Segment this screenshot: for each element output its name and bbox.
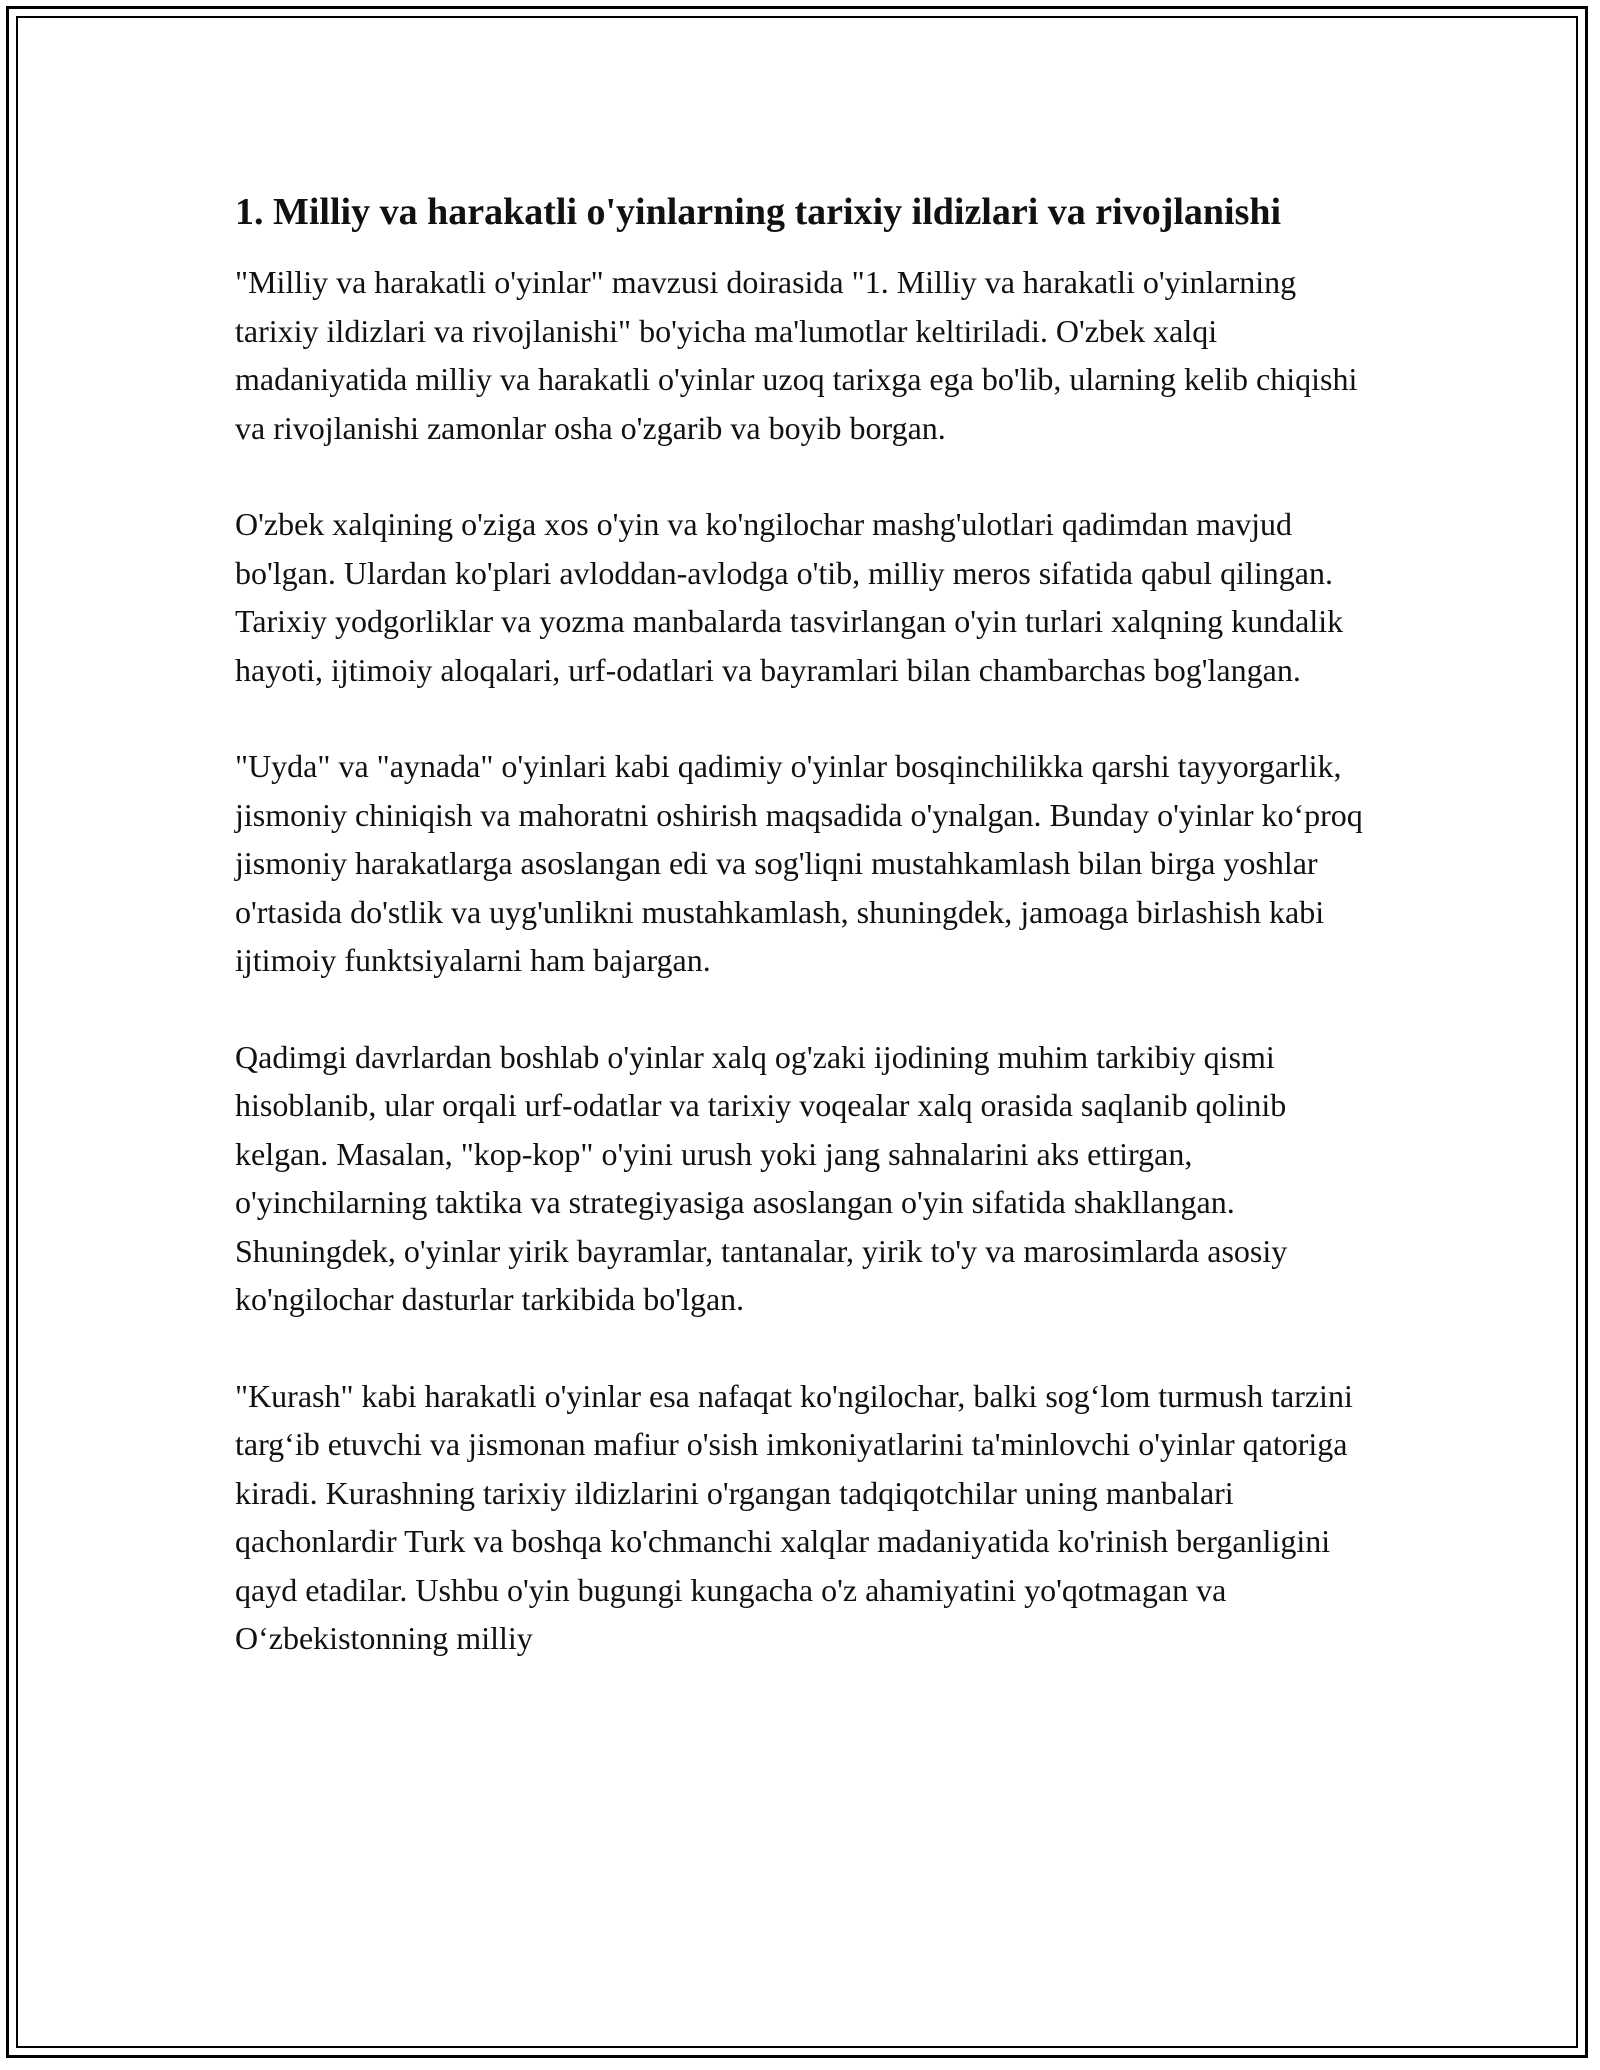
paragraph-3: "Uyda" va "aynada" o'yinlari kabi qadimiy o'yinlar bosqinchilikka qarshi tayyorgarlik, jismoniy chiniqish va mahoratni oshirish maqsadida o'ynalgan. Bunday o'yinlar ko‘proq jismoniy harakatlarga asoslangan edi va sog'liqni mustahkamlash bilan birga yoshlar o'rtasida do'stlik va uyg'unlikni mustahkamlash, shuningdek, jamoaga birlashish kabi ijtimoiy funktsiyalarni ham bajargan. <box>235 748 1363 978</box>
paragraph-1: "Milliy va harakatli o'yinlar" mavzusi doirasida "1. Milliy va harakatli o'yinlarning tarixiy ildizlari va rivojlanishi" bo'yicha ma'lumotlar keltiriladi. O'zbek xalqi madaniyatida milliy va harakatli o'yinlar uzoq tarixga ega bo'lib, ularning kelib chiqishi va rivojlanishi zamonlar osha o'zgarib va boyib borgan. <box>235 264 1358 446</box>
paragraph-4: Qadimgi davrlardan boshlab o'yinlar xalq og'zaki ijodining muhim tarkibiy qismi hisoblanib, ular orqali urf-odatlar va tarixiy voqealar xalq orasida saqlanib qolinib kelgan. Masalan, "kop-kop" o'yini urush yoki jang sahnalarini aks ettirgan, o'yinchilarning taktika va strategiyasiga asoslangan o'yin sifatida shakllangan. Shuningdek, o'yinlar yirik bayramlar, tantanalar, yirik to'y va marosimlarda asosiy ko'ngilochar dasturlar tarkibida bo'lgan. <box>235 1038 1288 1317</box>
paragraph-2: O'zbek xalqining o'ziga xos o'yin va ko'ngilochar mashg'ulotlari qadimdan mavjud bo'lgan. Ulardan ko'plari avloddan-avlodga o'tib, milliy meros sifatida qabul qilingan. Tarixiy yodgorliklar va yozma manbalarda tasvirlangan o'yin turlari xalqning kundalik hayoti, ijtimoiy aloqalari, urf-odatlari va bayramlari bilan chambarchas bog'langan. <box>235 506 1344 688</box>
paragraph-5: "Kurash" kabi harakatli o'yinlar esa nafaqat ko'ngilochar, balki sog‘lom turmush tarzini targ‘ib etuvchi va jismonan mafiur o'sish imkoniyatlarini ta'minlovchi o'yinlar qatoriga kiradi. Kurashning tarixiy ildizlarini o'rgangan tadqiqotchilar uning manbalari qachonlardir Turk va boshqa ko'chmanchi xalqlar madaniyatida ko'rinish berganligini qayd etadilar. Ushbu o'yin bugungi kungacha o'z ahamiyatini yo'qotmagan va O‘zbekistonning milliy <box>235 1377 1353 1656</box>
document-body <box>235 184 1375 1663</box>
section-title: 1. Milliy va harakatli o'yinlarning tarixiy ildizlari va rivojlanishi <box>235 191 1282 233</box>
